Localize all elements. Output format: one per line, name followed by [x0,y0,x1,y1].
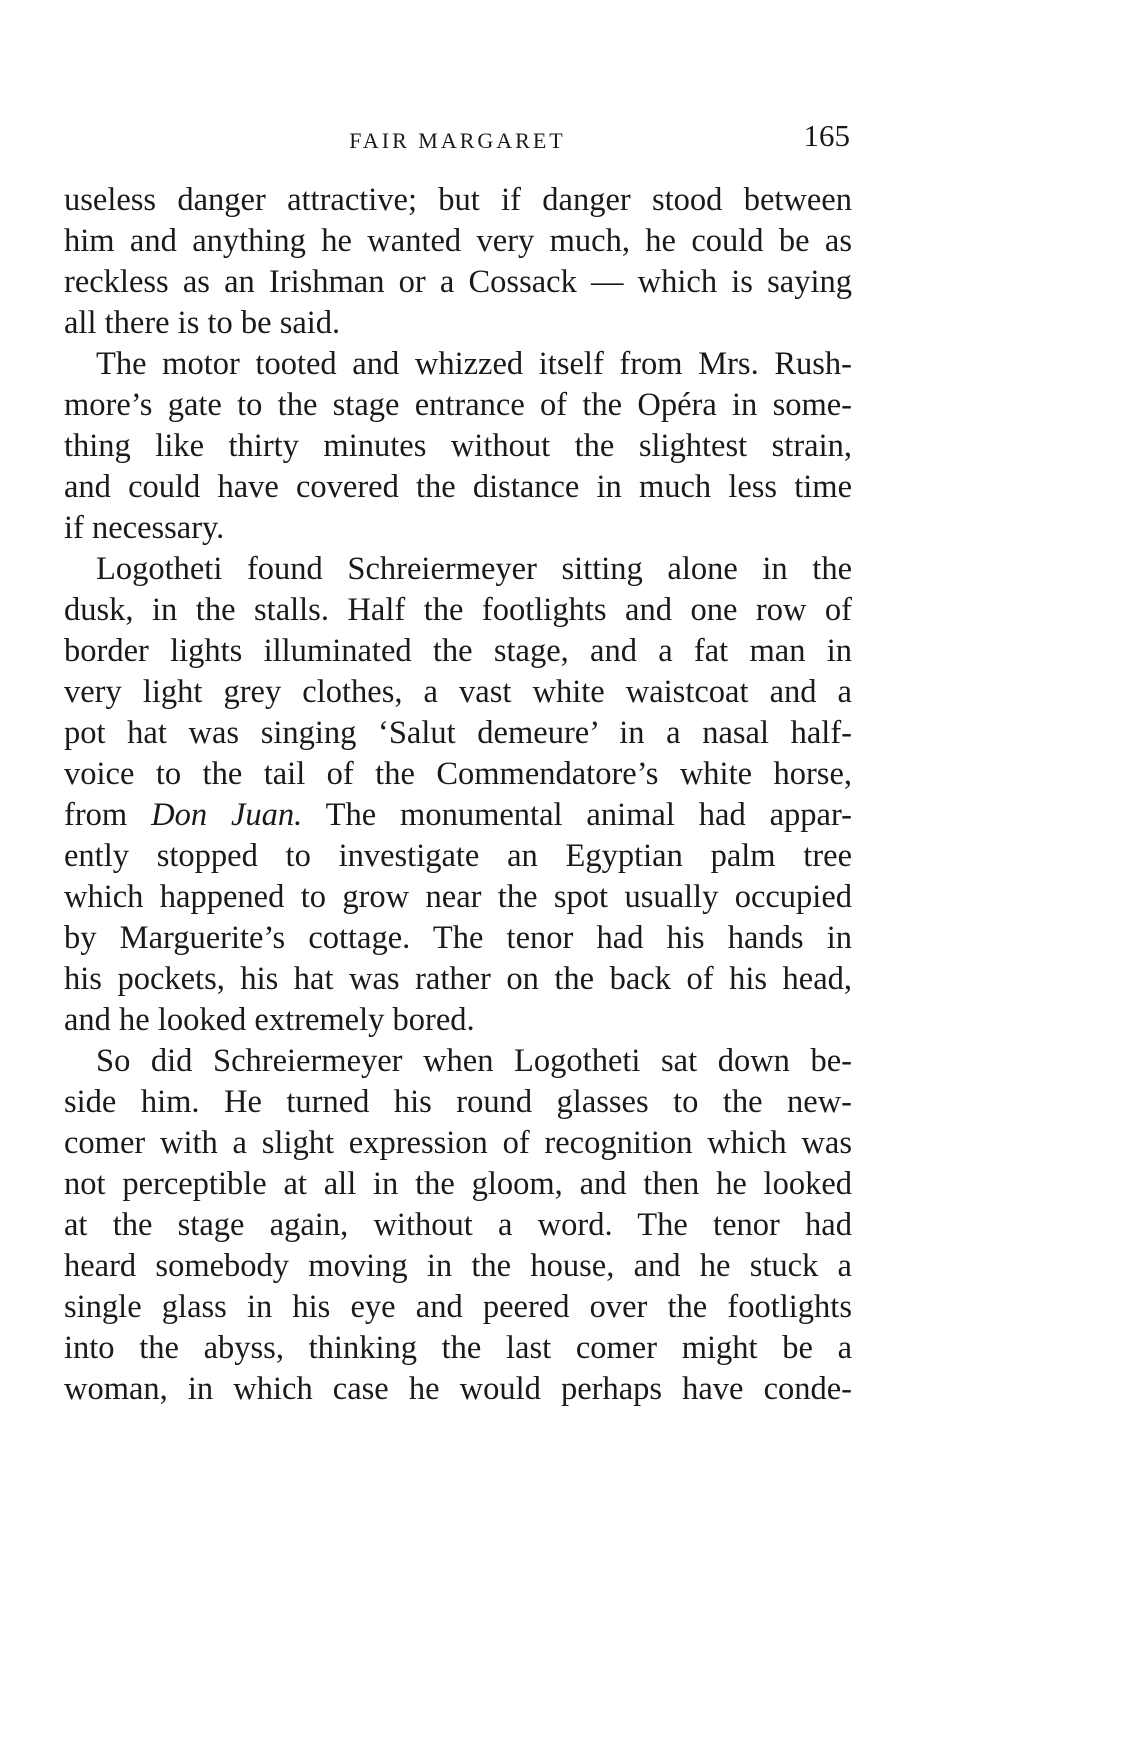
text-line: dusk, in the stalls. Half the footlights and one row of [64,592,852,628]
running-title: FAIR MARGARET [349,128,566,153]
text-line-with-italic [64,795,852,836]
italic-title: Don Juan. [151,797,303,833]
text-line: very light grey clothes, a vast white waistcoat and a [64,674,852,710]
text-line: voice to the tail of the Commendatore’s white horse, [64,756,852,792]
text-line: ently stopped to investigate an Egyptian palm tree [64,838,852,874]
text-line: by Marguerite’s cottage. The tenor had his hands in [64,920,852,956]
text-run: from [64,797,152,833]
running-head [65,118,850,158]
text-line: woman, in which case he would perhaps have conde- [64,1371,852,1407]
text-line: all there is to be said. [64,305,341,341]
text-line: which happened to grow near the spot usually occupied [64,879,852,915]
text-line: and he looked extremely bored. [64,1002,475,1038]
text-line: into the abyss, thinking the last comer might be a [64,1330,852,1366]
text-line: border lights illuminated the stage, and a fat man in [64,633,852,669]
text-line: side him. He turned his round glasses to the new- [64,1084,852,1120]
text-line: useless danger attractive; but if danger stood between [64,182,852,218]
text-line: heard somebody moving in the house, and he stuck a [64,1248,852,1284]
text-line: at the stage again, without a word. The tenor had [64,1207,852,1243]
paragraph-first-line: Logotheti found Schreiermeyer sitting alone in the [96,551,852,587]
paragraph-first-line: So did Schreiermeyer when Logotheti sat down be- [96,1043,852,1079]
page-number: 165 [803,118,850,153]
text-line: single glass in his eye and peered over the footlights [64,1289,852,1325]
text-line: thing like thirty minutes without the slightest strain, [64,428,852,464]
text-line: if necessary. [64,510,225,546]
body-text [64,180,852,1410]
text-line: his pockets, his hat was rather on the back of his head, [64,961,852,997]
text-line: more’s gate to the stage entrance of the Opéra in some- [64,387,852,423]
text-line: reckless as an Irishman or a Cossack — which is saying [64,264,852,300]
text-line: him and anything he wanted very much, he could be as [64,223,852,259]
text-run: The monumental animal had appar- [302,797,852,833]
text-line: pot hat was singing ‘Salut demeure’ in a nasal half- [64,715,852,751]
text-line: comer with a slight expression of recognition which was [64,1125,852,1161]
text-line: and could have covered the distance in much less time [64,469,852,505]
text-line: not perceptible at all in the gloom, and then he looked [64,1166,852,1202]
paragraph-first-line: The motor tooted and whizzed itself from Mrs. Rush- [96,346,852,382]
